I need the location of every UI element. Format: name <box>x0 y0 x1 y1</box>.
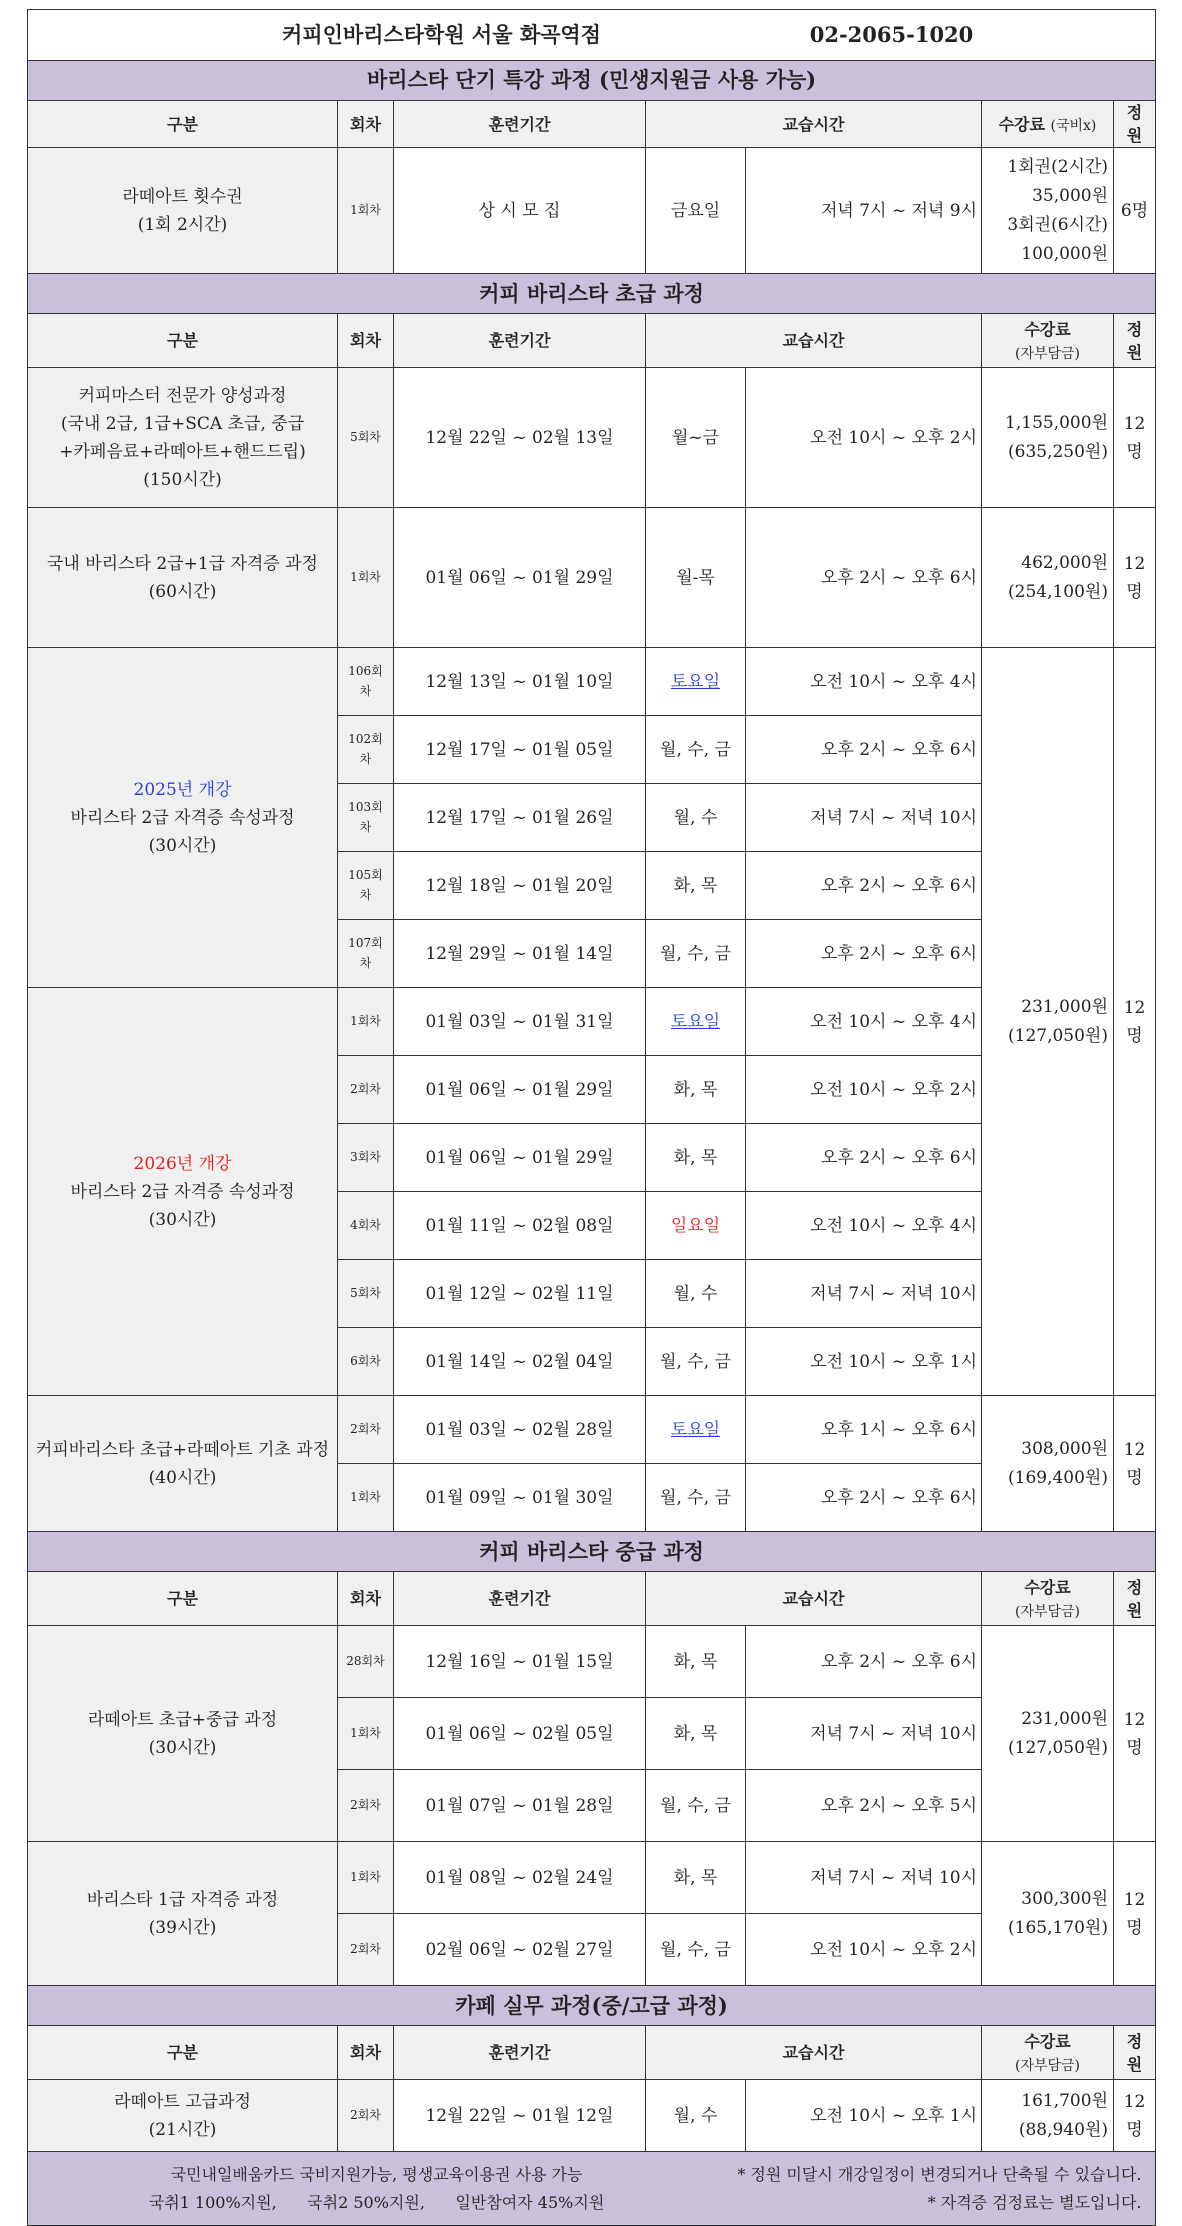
time: 오후 2시 ~ 오후 6시 <box>746 1464 982 1532</box>
period: 12월 29일 ~ 01월 14일 <box>394 920 646 988</box>
session: 107회차 <box>338 920 394 988</box>
col-fee: 수강료 (자부담금) <box>982 1572 1114 1626</box>
table-row <box>28 1396 1156 1464</box>
table-row <box>28 1626 1156 1698</box>
days: 월-목 <box>646 508 746 648</box>
time: 오전 10시 ~ 오후 4시 <box>746 648 982 716</box>
open-year-2025: 2025년 개강 <box>133 779 232 800</box>
days: 월, 수 <box>646 784 746 852</box>
period: 12월 22일 ~ 02월 13일 <box>394 368 646 508</box>
session: 6회차 <box>338 1328 394 1396</box>
section-intermediate-title: 커피 바리스타 중급 과정 <box>28 1532 1156 1572</box>
period: 12월 17일 ~ 01월 26일 <box>394 784 646 852</box>
session: 5회차 <box>338 368 394 508</box>
days: 토요일 <box>646 988 746 1056</box>
days: 일요일 <box>646 1192 746 1260</box>
session: 1회차 <box>338 988 394 1056</box>
time: 오전 10시 ~ 오후 2시 <box>746 1056 982 1124</box>
days: 월, 수, 금 <box>646 1464 746 1532</box>
period: 01월 14일 ~ 02월 04일 <box>394 1328 646 1396</box>
footer-notes <box>28 2152 1156 2226</box>
table-row <box>28 148 1156 274</box>
days: 월~금 <box>646 368 746 508</box>
table-row <box>28 2080 1156 2152</box>
section-short-title: 바리스타 단기 특강 과정 (민생지원금 사용 가능) <box>28 61 1156 101</box>
days: 월, 수, 금 <box>646 920 746 988</box>
session: 3회차 <box>338 1124 394 1192</box>
session: 5회차 <box>338 1260 394 1328</box>
notice: * 정원 미달시 개강일정이 변경되거나 단축될 수 있습니다. * 자격증 검정료는 별도입니다. <box>737 2164 1142 2212</box>
time: 오전 10시 ~ 오후 1시 <box>746 1328 982 1396</box>
period: 01월 09일 ~ 01월 30일 <box>394 1464 646 1532</box>
session: 2회차 <box>338 1770 394 1842</box>
course-name: 라떼아트 횟수권 (1회 2시간) <box>28 148 338 274</box>
table-row <box>28 508 1156 648</box>
time: 오후 2시 ~ 오후 6시 <box>746 1124 982 1192</box>
course-name: 바리스타 1급 자격증 과정 (39시간) <box>28 1842 338 1986</box>
course-schedule-sheet <box>27 9 1155 2226</box>
time: 오후 2시 ~ 오후 6시 <box>746 508 982 648</box>
col-schedule: 교습시간 <box>646 2026 982 2080</box>
time: 오후 2시 ~ 오후 5시 <box>746 1770 982 1842</box>
days: 토요일 <box>646 648 746 716</box>
period: 01월 06일 ~ 01월 29일 <box>394 1056 646 1124</box>
section-beginner-title: 커피 바리스타 초급 과정 <box>28 274 1156 314</box>
days: 토요일 <box>646 1396 746 1464</box>
session: 106회차 <box>338 648 394 716</box>
days: 화, 목 <box>646 1842 746 1914</box>
session: 2회차 <box>338 2080 394 2152</box>
col-capacity: 정원 <box>1114 2026 1156 2080</box>
fee: 300,300원 (165,170원) <box>982 1842 1114 1986</box>
course-name: 라떼아트 초급+중급 과정 (30시간) <box>28 1626 338 1842</box>
fee: 308,000원 (169,400원) <box>982 1396 1114 1532</box>
capacity: 12명 <box>1114 508 1156 648</box>
time: 저녁 7시 ~ 저녁 10시 <box>746 1260 982 1328</box>
col-capacity: 정원 <box>1114 101 1156 148</box>
session: 1회차 <box>338 148 394 274</box>
days: 월, 수, 금 <box>646 1914 746 1986</box>
time: 오전 10시 ~ 오후 2시 <box>746 1914 982 1986</box>
col-capacity: 정원 <box>1114 1572 1156 1626</box>
period: 12월 13일 ~ 01월 10일 <box>394 648 646 716</box>
period: 12월 18일 ~ 01월 20일 <box>394 852 646 920</box>
fee: 161,700원 (88,940원) <box>982 2080 1114 2152</box>
course-table <box>27 9 1156 2226</box>
fee: 462,000원 (254,100원) <box>982 508 1114 648</box>
capacity: 12명 <box>1114 1626 1156 1842</box>
time: 오후 2시 ~ 오후 6시 <box>746 1626 982 1698</box>
session: 2회차 <box>338 1396 394 1464</box>
session: 103회차 <box>338 784 394 852</box>
period: 12월 16일 ~ 01월 15일 <box>394 1626 646 1698</box>
fee: 231,000원 (127,050원) <box>982 648 1114 1396</box>
col-session: 회차 <box>338 101 394 148</box>
days: 화, 목 <box>646 1698 746 1770</box>
section-cafe-title: 카페 실무 과정(중/고급 과정) <box>28 1986 1156 2026</box>
fee: 1회권(2시간) 35,000원 3회권(6시간) 100,000원 <box>982 148 1114 274</box>
table-row <box>28 648 1156 716</box>
fee: 231,000원 (127,050원) <box>982 1626 1114 1842</box>
capacity: 12명 <box>1114 2080 1156 2152</box>
days: 화, 목 <box>646 852 746 920</box>
academy-name: 커피인바리스타학원 서울 화곡역점 <box>282 21 601 47</box>
time: 저녁 7시 ~ 저녁 9시 <box>746 148 982 274</box>
days: 월, 수, 금 <box>646 1770 746 1842</box>
support-info: 국민내일배움카드 국비지원가능, 평생교육이용권 사용 가능 국취1 100%지원, 국취2 50%지원, 일반참여자 45%지원 <box>148 2164 605 2212</box>
days: 월, 수 <box>646 2080 746 2152</box>
session: 1회차 <box>338 1698 394 1770</box>
fee: 1,155,000원 (635,250원) <box>982 368 1114 508</box>
col-period: 훈련기간 <box>394 101 646 148</box>
col-category: 구분 <box>28 1572 338 1626</box>
session: 1회차 <box>338 1842 394 1914</box>
session: 102회차 <box>338 716 394 784</box>
col-session: 회차 <box>338 1572 394 1626</box>
course-name: 커피마스터 전문가 양성과정 (국내 2급, 1급+SCA 초급, 중급 +카페음료+라떼아트+핸드드립) (150시간) <box>28 368 338 508</box>
session: 4회차 <box>338 1192 394 1260</box>
capacity: 12명 <box>1114 648 1156 1396</box>
col-period: 훈련기간 <box>394 314 646 368</box>
period: 01월 07일 ~ 01월 28일 <box>394 1770 646 1842</box>
table-row <box>28 368 1156 508</box>
days: 화, 목 <box>646 1626 746 1698</box>
time: 오후 2시 ~ 오후 6시 <box>746 920 982 988</box>
time: 오전 10시 ~ 오후 4시 <box>746 1192 982 1260</box>
course-name: 2025년 개강 바리스타 2급 자격증 속성과정 (30시간) <box>28 648 338 988</box>
col-fee: 수강료 (자부담금) <box>982 314 1114 368</box>
period: 01월 06일 ~ 01월 29일 <box>394 508 646 648</box>
capacity: 12명 <box>1114 1842 1156 1986</box>
course-name: 국내 바리스타 2급+1급 자격증 과정 (60시간) <box>28 508 338 648</box>
course-name: 커피바리스타 초급+라떼아트 기초 과정 (40시간) <box>28 1396 338 1532</box>
session: 2회차 <box>338 1914 394 1986</box>
period: 01월 06일 ~ 02월 05일 <box>394 1698 646 1770</box>
period: 01월 11일 ~ 02월 08일 <box>394 1192 646 1260</box>
time: 오전 10시 ~ 오후 4시 <box>746 988 982 1056</box>
session: 28회차 <box>338 1626 394 1698</box>
period: 01월 03일 ~ 01월 31일 <box>394 988 646 1056</box>
days: 월, 수, 금 <box>646 1328 746 1396</box>
days: 화, 목 <box>646 1056 746 1124</box>
days: 월, 수 <box>646 1260 746 1328</box>
open-year-2026: 2026년 개강 <box>133 1153 232 1174</box>
col-fee: 수강료 (자부담금) <box>982 2026 1114 2080</box>
time: 오후 2시 ~ 오후 6시 <box>746 852 982 920</box>
col-period: 훈련기간 <box>394 2026 646 2080</box>
course-name: 2026년 개강 바리스타 2급 자격증 속성과정 (30시간) <box>28 988 338 1396</box>
period: 12월 22일 ~ 01월 12일 <box>394 2080 646 2152</box>
col-category: 구분 <box>28 101 338 148</box>
capacity: 12명 <box>1114 368 1156 508</box>
col-capacity: 정원 <box>1114 314 1156 368</box>
col-category: 구분 <box>28 2026 338 2080</box>
session: 1회차 <box>338 1464 394 1532</box>
time: 오전 10시 ~ 오후 1시 <box>746 2080 982 2152</box>
time: 오후 2시 ~ 오후 6시 <box>746 716 982 784</box>
time: 오후 1시 ~ 오후 6시 <box>746 1396 982 1464</box>
col-category: 구분 <box>28 314 338 368</box>
time: 저녁 7시 ~ 저녁 10시 <box>746 784 982 852</box>
col-period: 훈련기간 <box>394 1572 646 1626</box>
period: 02월 06일 ~ 02월 27일 <box>394 1914 646 1986</box>
period: 상 시 모 집 <box>394 148 646 274</box>
period: 01월 12일 ~ 02월 11일 <box>394 1260 646 1328</box>
capacity: 6명 <box>1114 148 1156 274</box>
time: 오전 10시 ~ 오후 2시 <box>746 368 982 508</box>
days: 월, 수, 금 <box>646 716 746 784</box>
course-name: 라떼아트 고급과정 (21시간) <box>28 2080 338 2152</box>
col-schedule: 교습시간 <box>646 101 982 148</box>
academy-phone: 02-2065-1020 <box>809 21 974 47</box>
col-fee: 수강료 (국비x) <box>982 101 1114 148</box>
days: 금요일 <box>646 148 746 274</box>
capacity: 12명 <box>1114 1396 1156 1532</box>
session: 105회차 <box>338 852 394 920</box>
col-schedule: 교습시간 <box>646 314 982 368</box>
period: 01월 06일 ~ 01월 29일 <box>394 1124 646 1192</box>
days: 화, 목 <box>646 1124 746 1192</box>
period: 12월 17일 ~ 01월 05일 <box>394 716 646 784</box>
time: 저녁 7시 ~ 저녁 10시 <box>746 1842 982 1914</box>
time: 저녁 7시 ~ 저녁 10시 <box>746 1698 982 1770</box>
period: 01월 08일 ~ 02월 24일 <box>394 1842 646 1914</box>
table-row <box>28 1842 1156 1914</box>
session: 2회차 <box>338 1056 394 1124</box>
period: 01월 03일 ~ 02월 28일 <box>394 1396 646 1464</box>
col-session: 회차 <box>338 2026 394 2080</box>
col-session: 회차 <box>338 314 394 368</box>
col-schedule: 교습시간 <box>646 1572 982 1626</box>
academy-header <box>28 10 1156 61</box>
session: 1회차 <box>338 508 394 648</box>
